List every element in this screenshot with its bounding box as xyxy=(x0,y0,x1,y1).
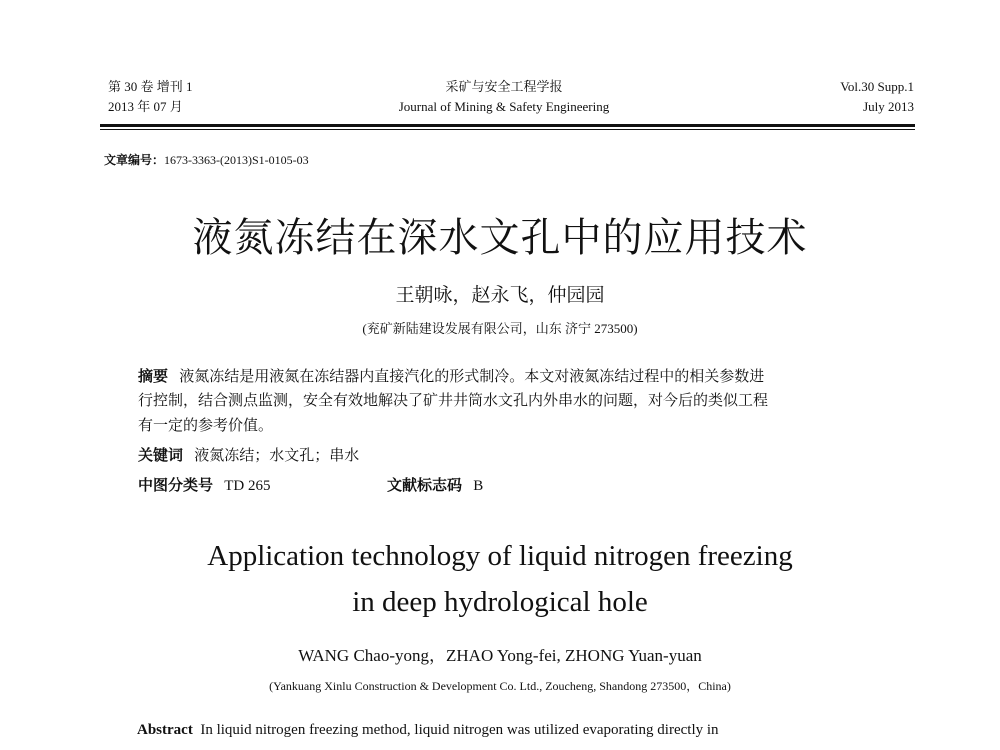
document-code-line xyxy=(387,473,483,499)
volume-en: Vol.30 Supp.1 xyxy=(840,79,914,94)
abstract-en xyxy=(137,718,719,742)
header-rule-thick xyxy=(100,124,915,127)
abstract-cn-line3: 有一定的参考价值。 xyxy=(138,418,274,434)
volume-cn: 第 30 卷 增刊 1 xyxy=(108,79,193,94)
classification-value: TD 265 xyxy=(224,478,271,494)
abstract-cn-label: 摘要 xyxy=(138,367,169,385)
abstract-cn-text1: 液氮冻结是用液氮在冻结器内直接汽化的形式制冷。本文对液氮冻结过程中的相关参数进 xyxy=(179,369,765,385)
affiliation-cn: (兖矿新陆建设发展有限公司，山东 济宁 273500) xyxy=(362,321,638,336)
keywords-cn-label: 关键词 xyxy=(138,446,184,464)
article-id-label: 文章编号： xyxy=(104,153,165,167)
title-en-line1: Application technology of liquid nitrogen freezing xyxy=(207,540,793,572)
article-id-value: 1673-3363-(2013)S1-0105-03 xyxy=(164,153,309,167)
authors-en: WANG Chao-yong，ZHAO Yong-fei, ZHONG Yuan-yuan xyxy=(298,646,702,665)
authors-cn: 王朝咏，赵永飞，仲园园 xyxy=(395,285,605,306)
document-code-label: 文献标志码 xyxy=(387,476,463,494)
date-cn: 2013 年 07 月 xyxy=(108,99,183,114)
date-en: July 2013 xyxy=(863,99,914,114)
document-code-value: B xyxy=(473,478,484,494)
abstract-cn-line1 xyxy=(138,364,764,390)
abstract-en-label: Abstract xyxy=(137,722,193,738)
abstract-cn-line2: 行控制，结合测点监测，安全有效地解决了矿井井筒水文孔内外串水的问题，对今后的类似工程 xyxy=(138,393,769,409)
classification-label: 中图分类号 xyxy=(138,476,214,494)
keywords-cn xyxy=(138,443,359,469)
classification-line xyxy=(138,473,271,499)
title-en-line2: in deep hydrological hole xyxy=(352,586,648,618)
journal-title-cn: 采矿与安全工程学报 xyxy=(445,79,563,94)
abstract-en-text: In liquid nitrogen freezing method, liquid nitrogen was utilized evaporating directly in xyxy=(200,722,719,738)
keywords-cn-value: 液氮冻结；水文孔；串水 xyxy=(194,448,360,464)
header-rule-thin xyxy=(100,129,915,130)
title-cn: 液氮冻结在深水文孔中的应用技术 xyxy=(192,215,808,260)
journal-title-en: Journal of Mining & Safety Engineering xyxy=(398,99,610,114)
affiliation-en: (Yankuang Xinlu Construction & Development Co. Ltd., Zoucheng, Shandong 273500，China) xyxy=(269,679,731,693)
article-id xyxy=(104,151,309,168)
